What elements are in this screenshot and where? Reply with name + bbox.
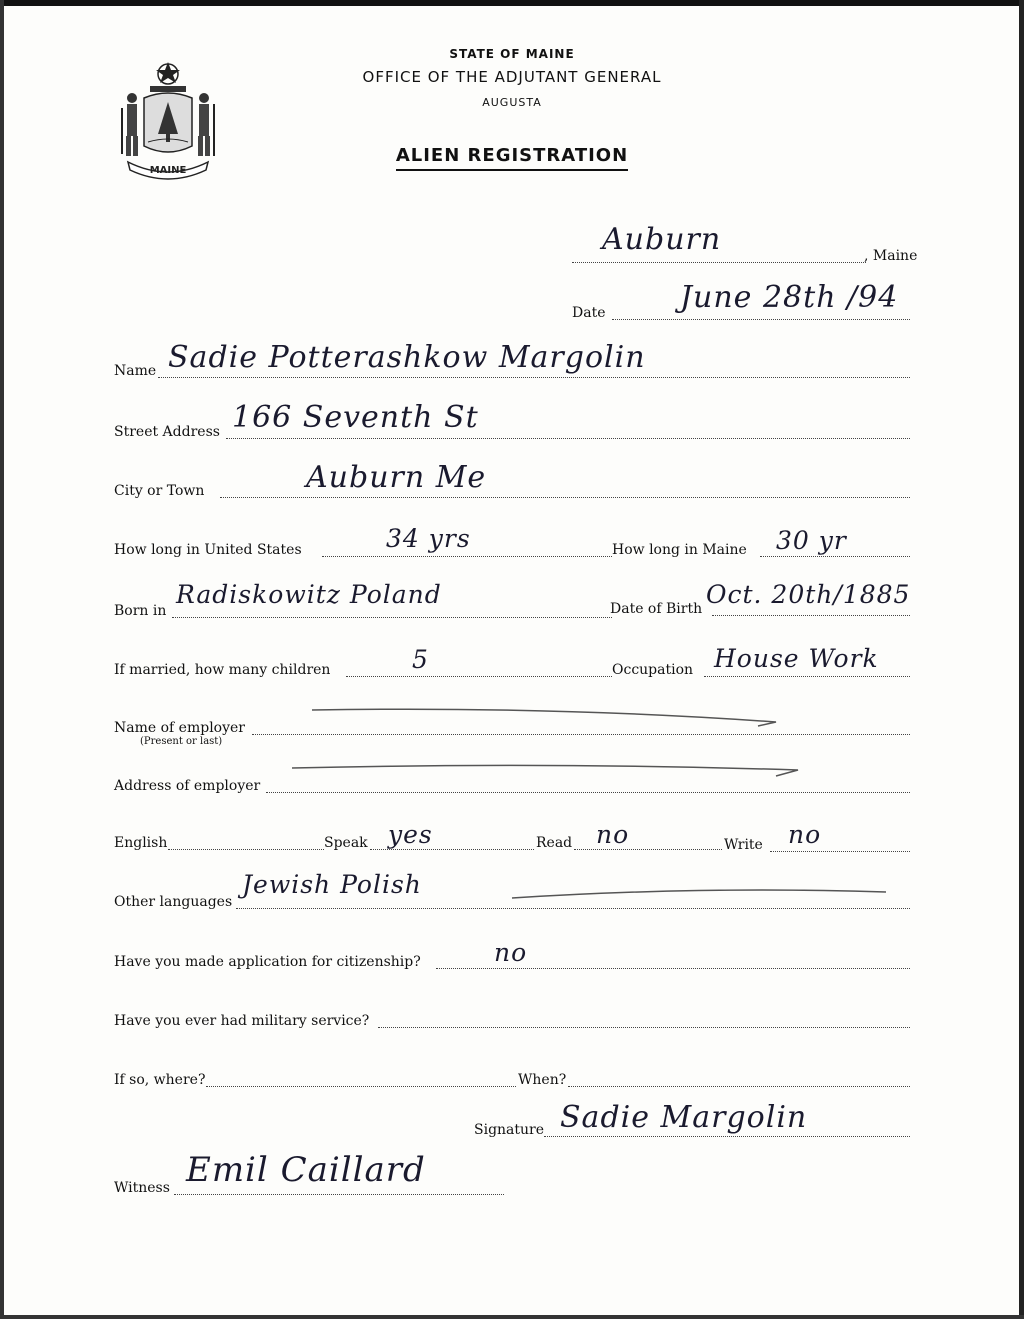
city-line bbox=[220, 497, 910, 498]
speak-line bbox=[370, 849, 534, 850]
city-heading: AUGUSTA bbox=[482, 96, 542, 109]
city-label: City or Town bbox=[114, 483, 205, 499]
state-heading: STATE OF MAINE bbox=[449, 47, 575, 61]
other-languages-line bbox=[236, 908, 910, 909]
if-so-where-line bbox=[206, 1086, 516, 1087]
town-line bbox=[572, 262, 866, 263]
form-title: ALIEN REGISTRATION bbox=[0, 145, 1024, 166]
seal-label: MAINE bbox=[149, 165, 187, 176]
if-so-where-label: If so, where? bbox=[114, 1072, 206, 1088]
born-in-value: Radiskowitz Poland bbox=[176, 580, 442, 609]
witness-label: Witness bbox=[114, 1180, 170, 1196]
other-languages-value: Jewish Polish bbox=[242, 870, 422, 899]
how-long-us-value: 34 yrs bbox=[386, 524, 471, 553]
when-label: When? bbox=[518, 1072, 567, 1088]
street-address-line bbox=[226, 438, 910, 439]
scan-border-right bbox=[1019, 0, 1024, 1319]
witness-value: Emil Caillard bbox=[186, 1150, 426, 1190]
scan-border-top bbox=[0, 0, 1024, 6]
employer-name-dash-stroke bbox=[310, 704, 790, 734]
witness-line bbox=[174, 1194, 504, 1195]
read-line bbox=[574, 849, 722, 850]
when-line bbox=[568, 1086, 910, 1087]
occupation-line bbox=[704, 676, 910, 677]
office-heading: OFFICE OF THE ADJUTANT GENERAL bbox=[362, 68, 662, 86]
scan-border-left bbox=[0, 0, 4, 1319]
citizenship-label: Have you made application for citizenship? bbox=[114, 954, 421, 970]
how-long-maine-label: How long in Maine bbox=[612, 542, 747, 558]
city-value: Auburn Me bbox=[306, 460, 487, 495]
how-long-maine-line bbox=[760, 556, 910, 557]
signature-label: Signature bbox=[474, 1122, 545, 1138]
english-line bbox=[168, 849, 324, 850]
how-long-us-line bbox=[322, 556, 612, 557]
children-line bbox=[346, 676, 612, 677]
date-of-birth-line bbox=[712, 615, 910, 616]
english-label: English bbox=[114, 835, 168, 851]
date-of-birth-value: Oct. 20th/1885 bbox=[706, 580, 911, 609]
occupation-value: House Work bbox=[714, 644, 879, 673]
employer-name-label: Name of employer bbox=[114, 720, 245, 736]
signature-value: Sadie Margolin bbox=[560, 1100, 808, 1135]
maine-label: , Maine bbox=[864, 248, 918, 264]
name-line bbox=[158, 377, 910, 378]
how-long-maine-value: 30 yr bbox=[776, 526, 847, 555]
write-value: no bbox=[788, 820, 822, 849]
write-label: Write bbox=[724, 837, 763, 853]
street-address-label: Street Address bbox=[114, 424, 220, 440]
date-line bbox=[612, 319, 910, 320]
speak-label: Speak bbox=[324, 835, 368, 851]
born-in-label: Born in bbox=[114, 603, 167, 619]
read-value: no bbox=[596, 820, 630, 849]
children-label: If married, how many children bbox=[114, 662, 331, 678]
citizenship-line bbox=[436, 968, 910, 969]
read-label: Read bbox=[536, 835, 573, 851]
other-languages-dash-stroke bbox=[510, 884, 890, 904]
citizenship-value: no bbox=[494, 938, 528, 967]
write-line bbox=[770, 851, 910, 852]
town-value: Auburn bbox=[602, 222, 722, 257]
date-value: June 28th /94 bbox=[680, 280, 899, 315]
employer-address-label: Address of employer bbox=[114, 778, 261, 794]
street-address-value: 166 Seventh St bbox=[232, 400, 479, 435]
born-in-line bbox=[172, 617, 612, 618]
name-value: Sadie Potterashkow Margolin bbox=[168, 340, 646, 375]
present-or-last-note: (Present or last) bbox=[140, 736, 223, 747]
speak-value: yes bbox=[388, 820, 433, 849]
military-label: Have you ever had military service? bbox=[114, 1013, 370, 1029]
employer-address-line bbox=[266, 792, 910, 793]
other-languages-label: Other languages bbox=[114, 894, 233, 910]
military-line bbox=[378, 1027, 910, 1028]
how-long-us-label: How long in United States bbox=[114, 542, 302, 558]
employer-address-dash-stroke bbox=[290, 760, 810, 786]
scan-border-bottom bbox=[0, 1315, 1024, 1319]
signature-line bbox=[544, 1136, 910, 1137]
name-label: Name bbox=[114, 363, 157, 379]
occupation-label: Occupation bbox=[612, 662, 694, 678]
children-value: 5 bbox=[412, 645, 429, 674]
date-label: Date bbox=[572, 305, 606, 321]
employer-name-line bbox=[252, 734, 910, 735]
date-of-birth-label: Date of Birth bbox=[610, 601, 703, 617]
